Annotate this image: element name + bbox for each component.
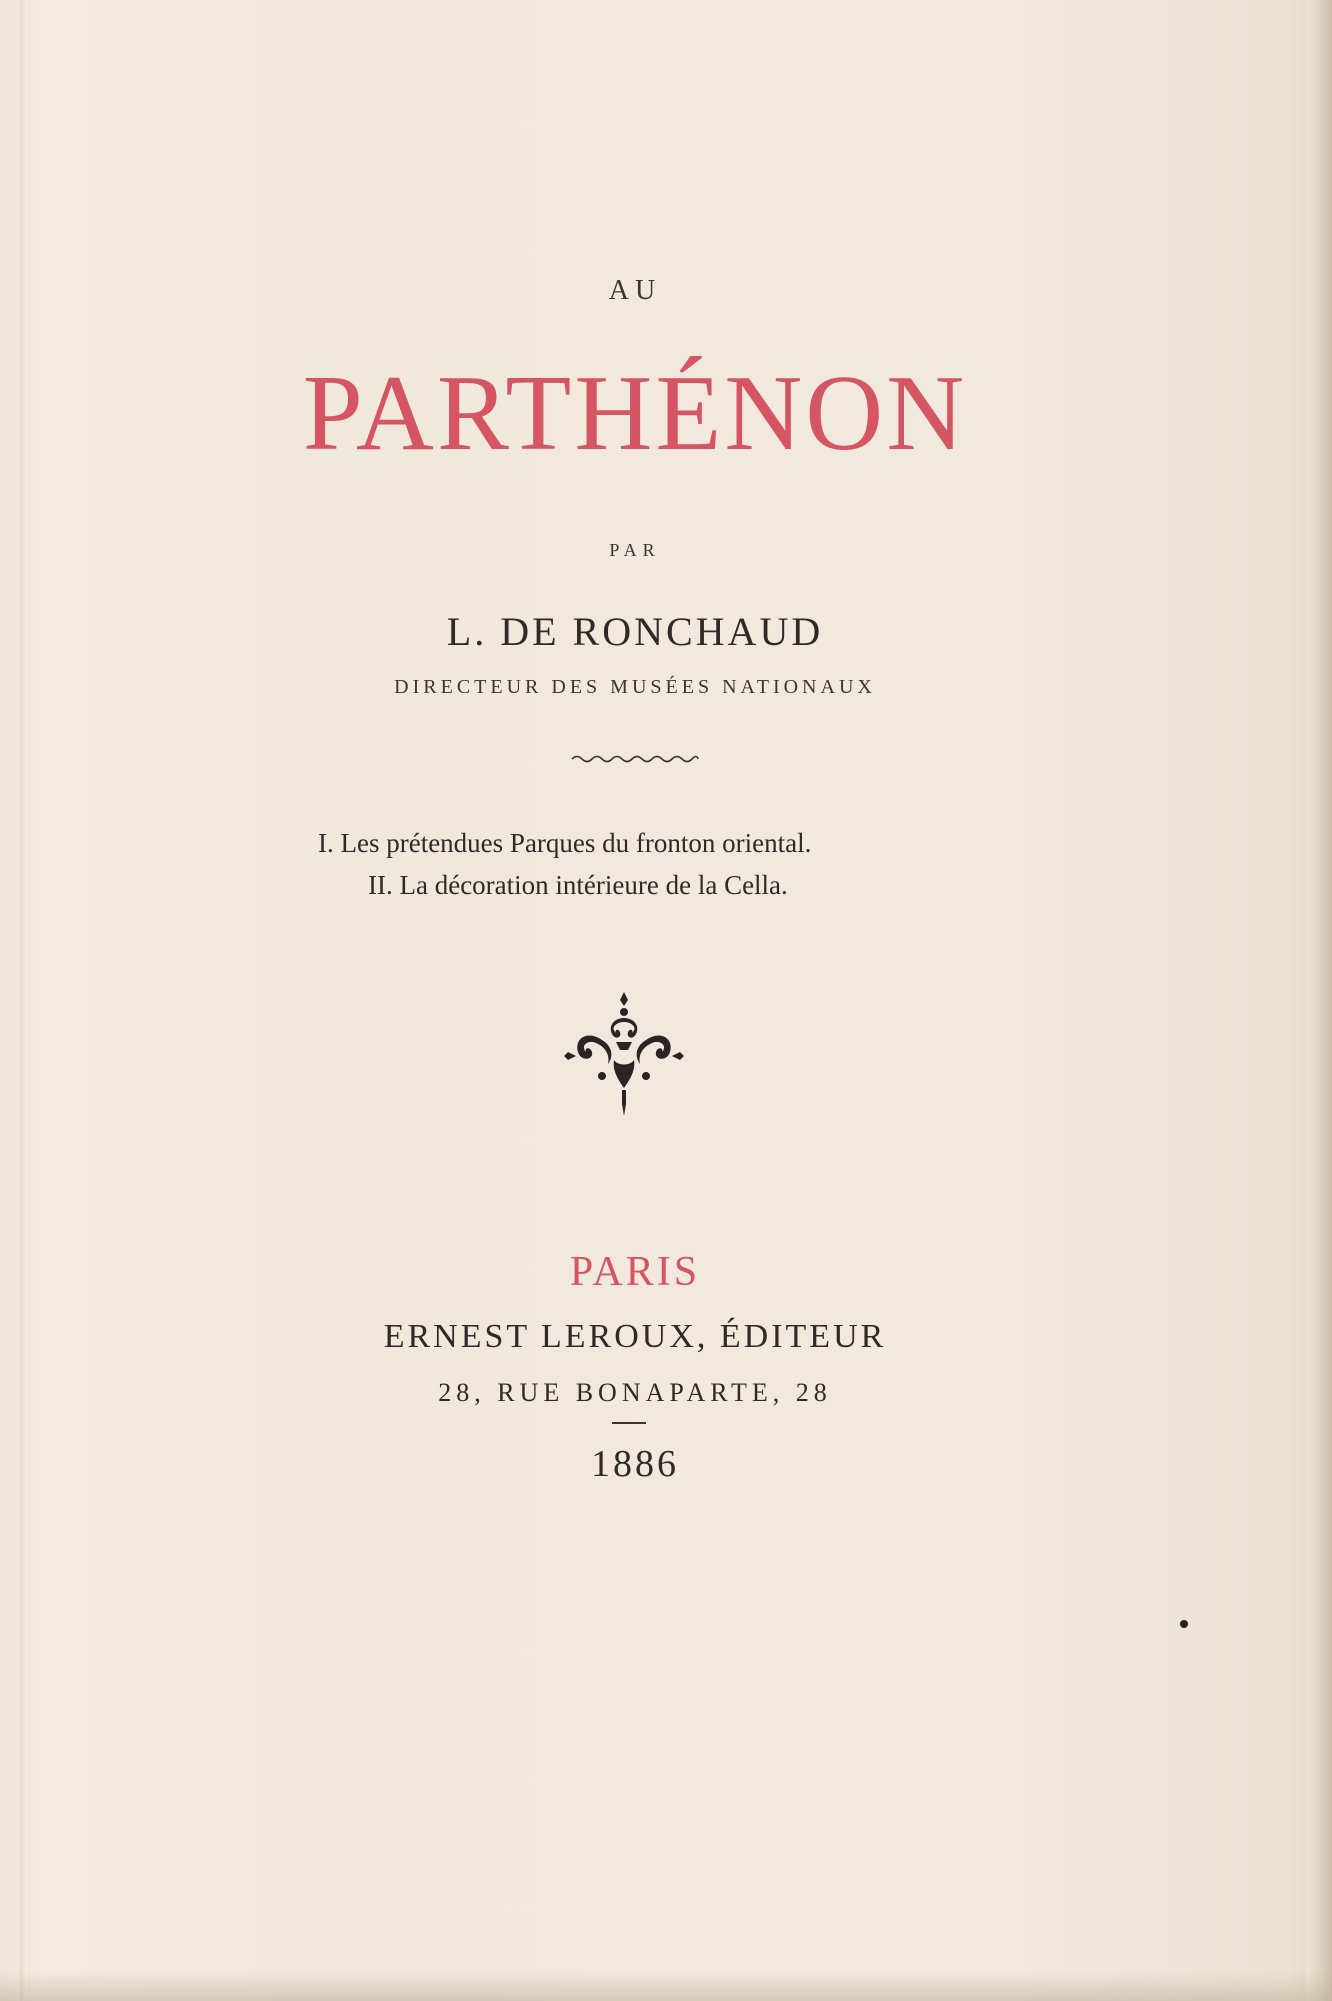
contents-item-2: II. La décoration intérieure de la Cella. <box>368 870 788 900</box>
contents-list <box>0 822 1270 906</box>
page-edge-right <box>1306 0 1332 2001</box>
title-preposition: AU <box>608 275 662 306</box>
contents-item-1: I. Les prétendues Parques du fronton oriental. <box>318 828 812 858</box>
publisher-address: 28, RUE BONAPARTE, 28 <box>438 1378 832 1407</box>
page-edge-bottom <box>0 1971 1332 2001</box>
publication-place: PARIS <box>569 1249 701 1295</box>
author-name: L. DE RONCHAUD <box>446 609 824 654</box>
book-title: PARTHÉNON <box>302 354 968 473</box>
ink-spot <box>1180 1620 1188 1628</box>
publisher-name: ERNEST LEROUX, ÉDITEUR <box>383 1318 887 1355</box>
publication-year: 1886 <box>591 1443 679 1485</box>
wavy-rule-icon <box>570 752 700 766</box>
author-role: DIRECTEUR DES MUSÉES NATIONAUX <box>394 676 876 698</box>
fleuron-icon <box>562 990 686 1120</box>
wavy-rule <box>0 752 1270 766</box>
by-line: PAR <box>609 540 661 560</box>
year-divider <box>612 1422 646 1424</box>
